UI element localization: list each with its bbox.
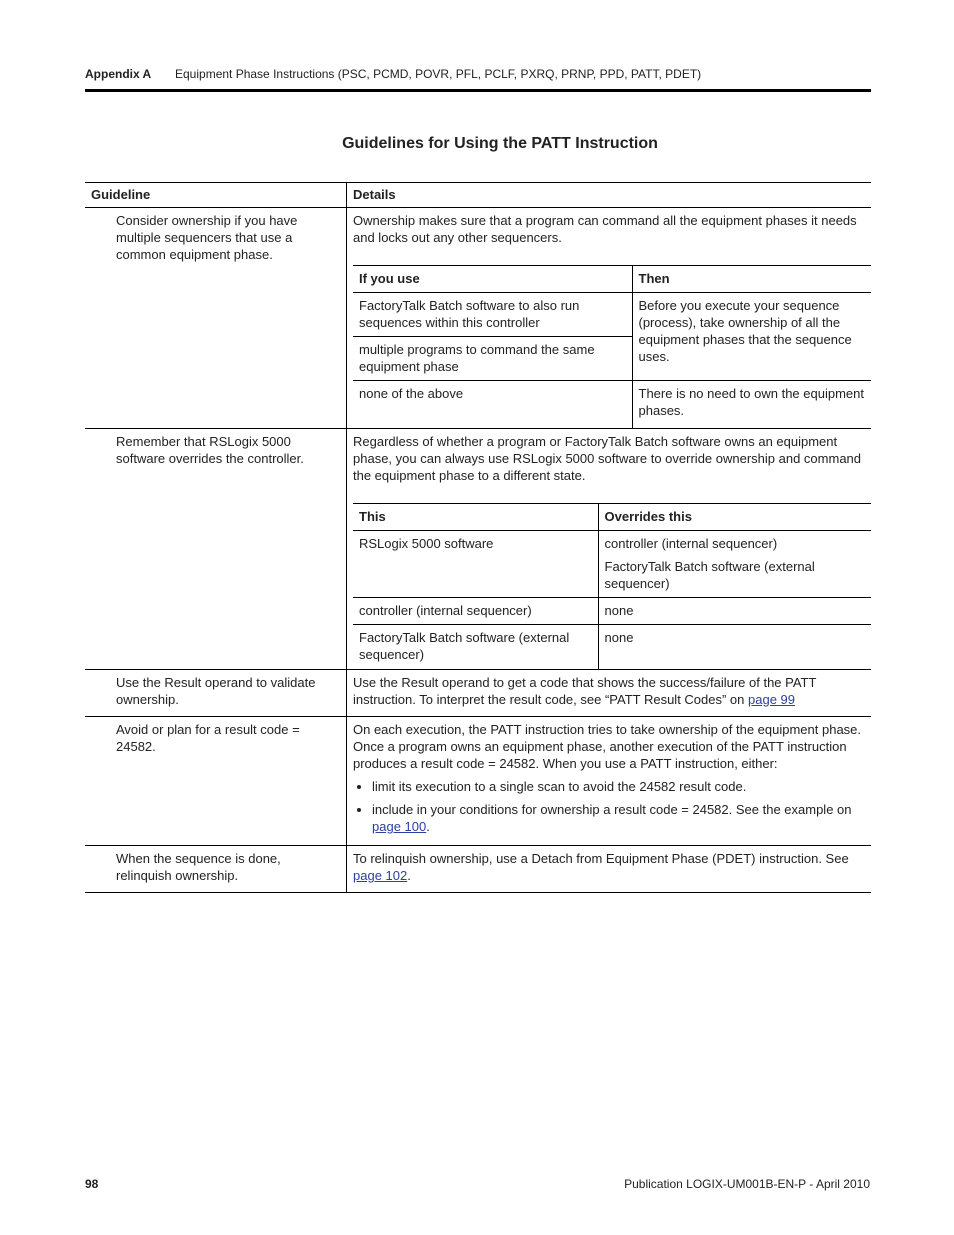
details-text: Ownership makes sure that a program can command all the equipment phases it needs and locks out any other sequencers. — [353, 213, 857, 245]
details-text: Use the Result operand to get a code that shows the success/failure of the PATT instruction. To interpret the result code, see “PATT Result Codes” on — [353, 675, 817, 707]
ownership-subtable — [353, 265, 871, 428]
guideline-cell: Use the Result operand to validate ownership. — [85, 670, 347, 717]
bullet-list — [353, 778, 865, 835]
guideline-cell: Avoid or plan for a result code = 24582. — [85, 717, 347, 846]
page-99-link[interactable]: page 99 — [748, 692, 796, 707]
bullet-text: include in your conditions for ownership a result code = 24582. See the example on — [372, 802, 852, 817]
subtable-cell: FactoryTalk Batch software (external sequencer) — [353, 625, 598, 670]
details-text: Regardless of whether a program or FactoryTalk Batch software owns an equipment phase, you can always use RSLogix 5000 software to override ownership and command the equipment phase to a different state. — [353, 434, 862, 483]
subtable-cell: none of the above — [353, 381, 632, 429]
page-102-link[interactable]: page 102 — [353, 868, 408, 883]
subtable-header-overrides-this: Overrides this — [598, 504, 871, 531]
details-cell — [347, 670, 872, 717]
subtable-cell — [598, 531, 871, 598]
subtable-cell: controller (internal sequencer) — [353, 598, 598, 625]
details-text: On each execution, the PATT instruction tries to take ownership of the equipment phase. Once a program owns an equipment phase, another execution of the PATT instruction produces a result code = 24582. When you use a PATT instruction, either: — [353, 722, 862, 771]
subtable-row — [353, 625, 871, 670]
guideline-cell: Remember that RSLogix 5000 software overrides the controller. — [85, 429, 347, 670]
table-row — [85, 429, 871, 670]
page-number: 98 — [85, 1177, 99, 1191]
subtable-cell: RSLogix 5000 software — [353, 531, 598, 598]
override-subtable — [353, 503, 871, 669]
header-rule — [85, 89, 871, 92]
table-row — [85, 670, 871, 717]
subtable-cell: Before you execute your sequence (process), take ownership of all the equipment phases that the sequence uses. — [632, 293, 871, 381]
subtable-row — [353, 598, 871, 625]
details-cell — [347, 717, 872, 846]
table-row — [85, 846, 871, 893]
subtable-cell: none — [598, 598, 871, 625]
subtable-row — [353, 293, 871, 337]
guideline-cell: Consider ownership if you have multiple sequencers that use a common equipment phase. — [85, 208, 347, 429]
header-title: Equipment Phase Instructions (PSC, PCMD, POVR, PFL, PCLF, PXRQ, PRNP, PPD, PATT, PDET) — [175, 67, 702, 81]
subtable-header-then: Then — [632, 266, 871, 293]
details-cell: To relinquish ownership, use a Detach from Equipment Phase (PDET) instruction. See page 102. — [347, 846, 872, 893]
page-header — [85, 66, 871, 82]
table-row — [85, 717, 871, 846]
publication-info: Publication LOGIX-UM001B-EN-P - April 2010 — [624, 1177, 870, 1191]
guideline-cell: When the sequence is done, relinquish ownership. — [85, 846, 347, 893]
section-title: Guidelines for Using the PATT Instruction — [342, 135, 658, 152]
subtable-header-if-you-use: If you use — [353, 266, 632, 293]
subtable-cell: multiple programs to command the same equipment phase — [353, 337, 632, 381]
table-header-row — [85, 183, 871, 208]
bullet-item: • include in your conditions for ownership a result code = 24582. See the example on page 100. — [372, 801, 865, 835]
table-row — [85, 208, 871, 429]
appendix-label: Appendix A — [85, 67, 152, 81]
column-header-details: Details — [347, 183, 872, 208]
details-cell — [347, 208, 872, 429]
subtable-header-this: This — [353, 504, 598, 531]
subtable-header-row — [353, 266, 871, 293]
subtable-cell: none — [604, 630, 634, 645]
bullet-item: • limit its execution to a single scan to avoid the 24582 result code. — [372, 778, 865, 795]
guidelines-table — [85, 182, 871, 893]
page-100-link[interactable]: page 100 — [372, 819, 427, 834]
subtable-cell: There is no need to own the equipment phases. — [638, 386, 864, 418]
subtable-row — [353, 381, 871, 429]
subtable-header-row — [353, 504, 871, 531]
details-text: To relinquish ownership, use a Detach from Equipment Phase (PDET) instruction. See — [353, 851, 849, 866]
details-cell — [347, 429, 872, 670]
subtable-row — [353, 531, 871, 598]
override-item: controller (internal sequencer) — [604, 536, 778, 551]
subtable-cell: FactoryTalk Batch software to also run sequences within this controller — [353, 293, 632, 337]
override-item: FactoryTalk Batch software (external sequencer) — [604, 559, 815, 591]
column-header-guideline: Guideline — [85, 183, 347, 208]
